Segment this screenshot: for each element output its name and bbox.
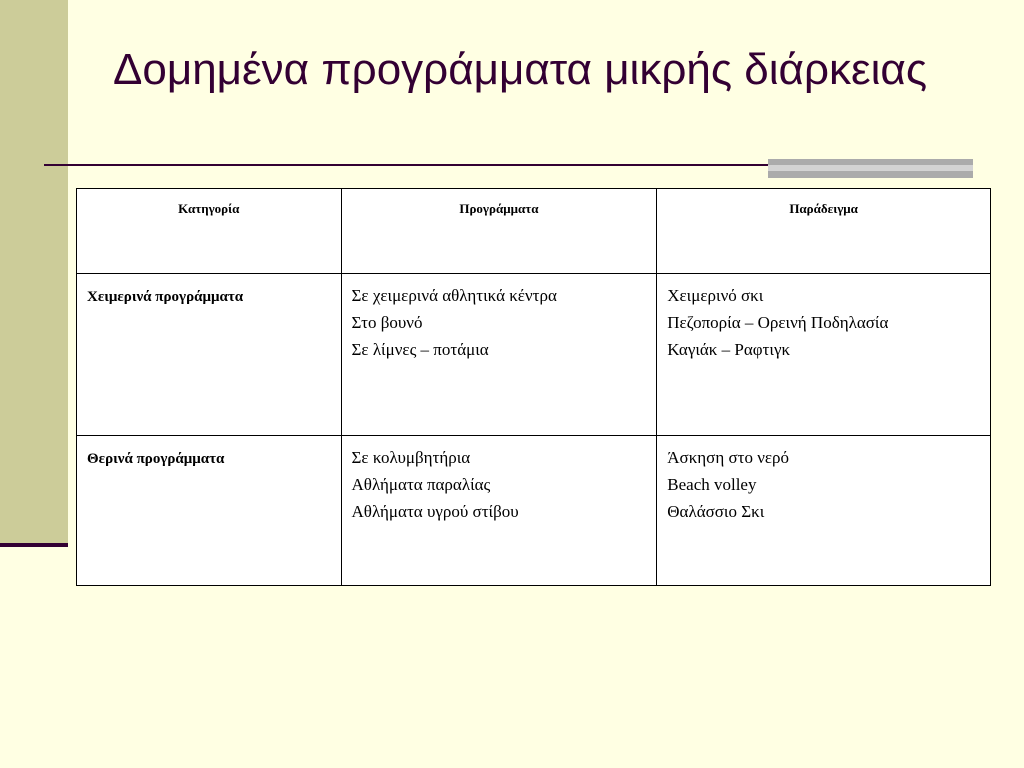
slide-title: Δομημένα προγράμματα μικρής διάρκειας [113, 45, 928, 94]
examples-cell [657, 274, 991, 436]
table-row-summer [77, 436, 991, 586]
example-item: Άσκηση στο νερό [667, 448, 790, 467]
example-item: Καγιάκ – Ραφτιγκ [667, 340, 791, 359]
program-item: Αθλήματα παραλίας [351, 475, 491, 494]
example-item: Beach volley [667, 475, 757, 494]
program-item: Σε χειμερινά αθλητικά κέντρα [351, 286, 557, 305]
program-item: Σε λίμνες – ποτάμια [351, 340, 489, 359]
programs-table [76, 188, 991, 586]
example-item: Πεζοπορία – Ορεινή Ποδηλασία [667, 313, 889, 332]
example-item: Θαλάσσιο Σκι [667, 502, 765, 521]
examples-cell [657, 436, 991, 586]
left-decorative-band [0, 0, 68, 546]
table-row-winter [77, 274, 991, 436]
title-divider-accent-inner [768, 165, 973, 171]
programs-cell [341, 436, 657, 586]
header-programs: Προγράμματα [341, 189, 657, 274]
category-cell: Χειμερινά προγράμματα [77, 274, 342, 436]
program-item: Στο βουνό [351, 313, 423, 332]
example-item: Χειμερινό σκι [667, 286, 764, 305]
header-example: Παράδειγμα [657, 189, 991, 274]
program-item: Αθλήματα υγρού στίβου [351, 502, 519, 521]
header-category: Κατηγορία [77, 189, 342, 274]
programs-cell [341, 274, 657, 436]
program-item: Σε κολυμβητήρια [351, 448, 471, 467]
left-band-underline [0, 543, 68, 547]
table-header-row [77, 189, 991, 274]
category-cell: Θερινά προγράμματα [77, 436, 342, 586]
